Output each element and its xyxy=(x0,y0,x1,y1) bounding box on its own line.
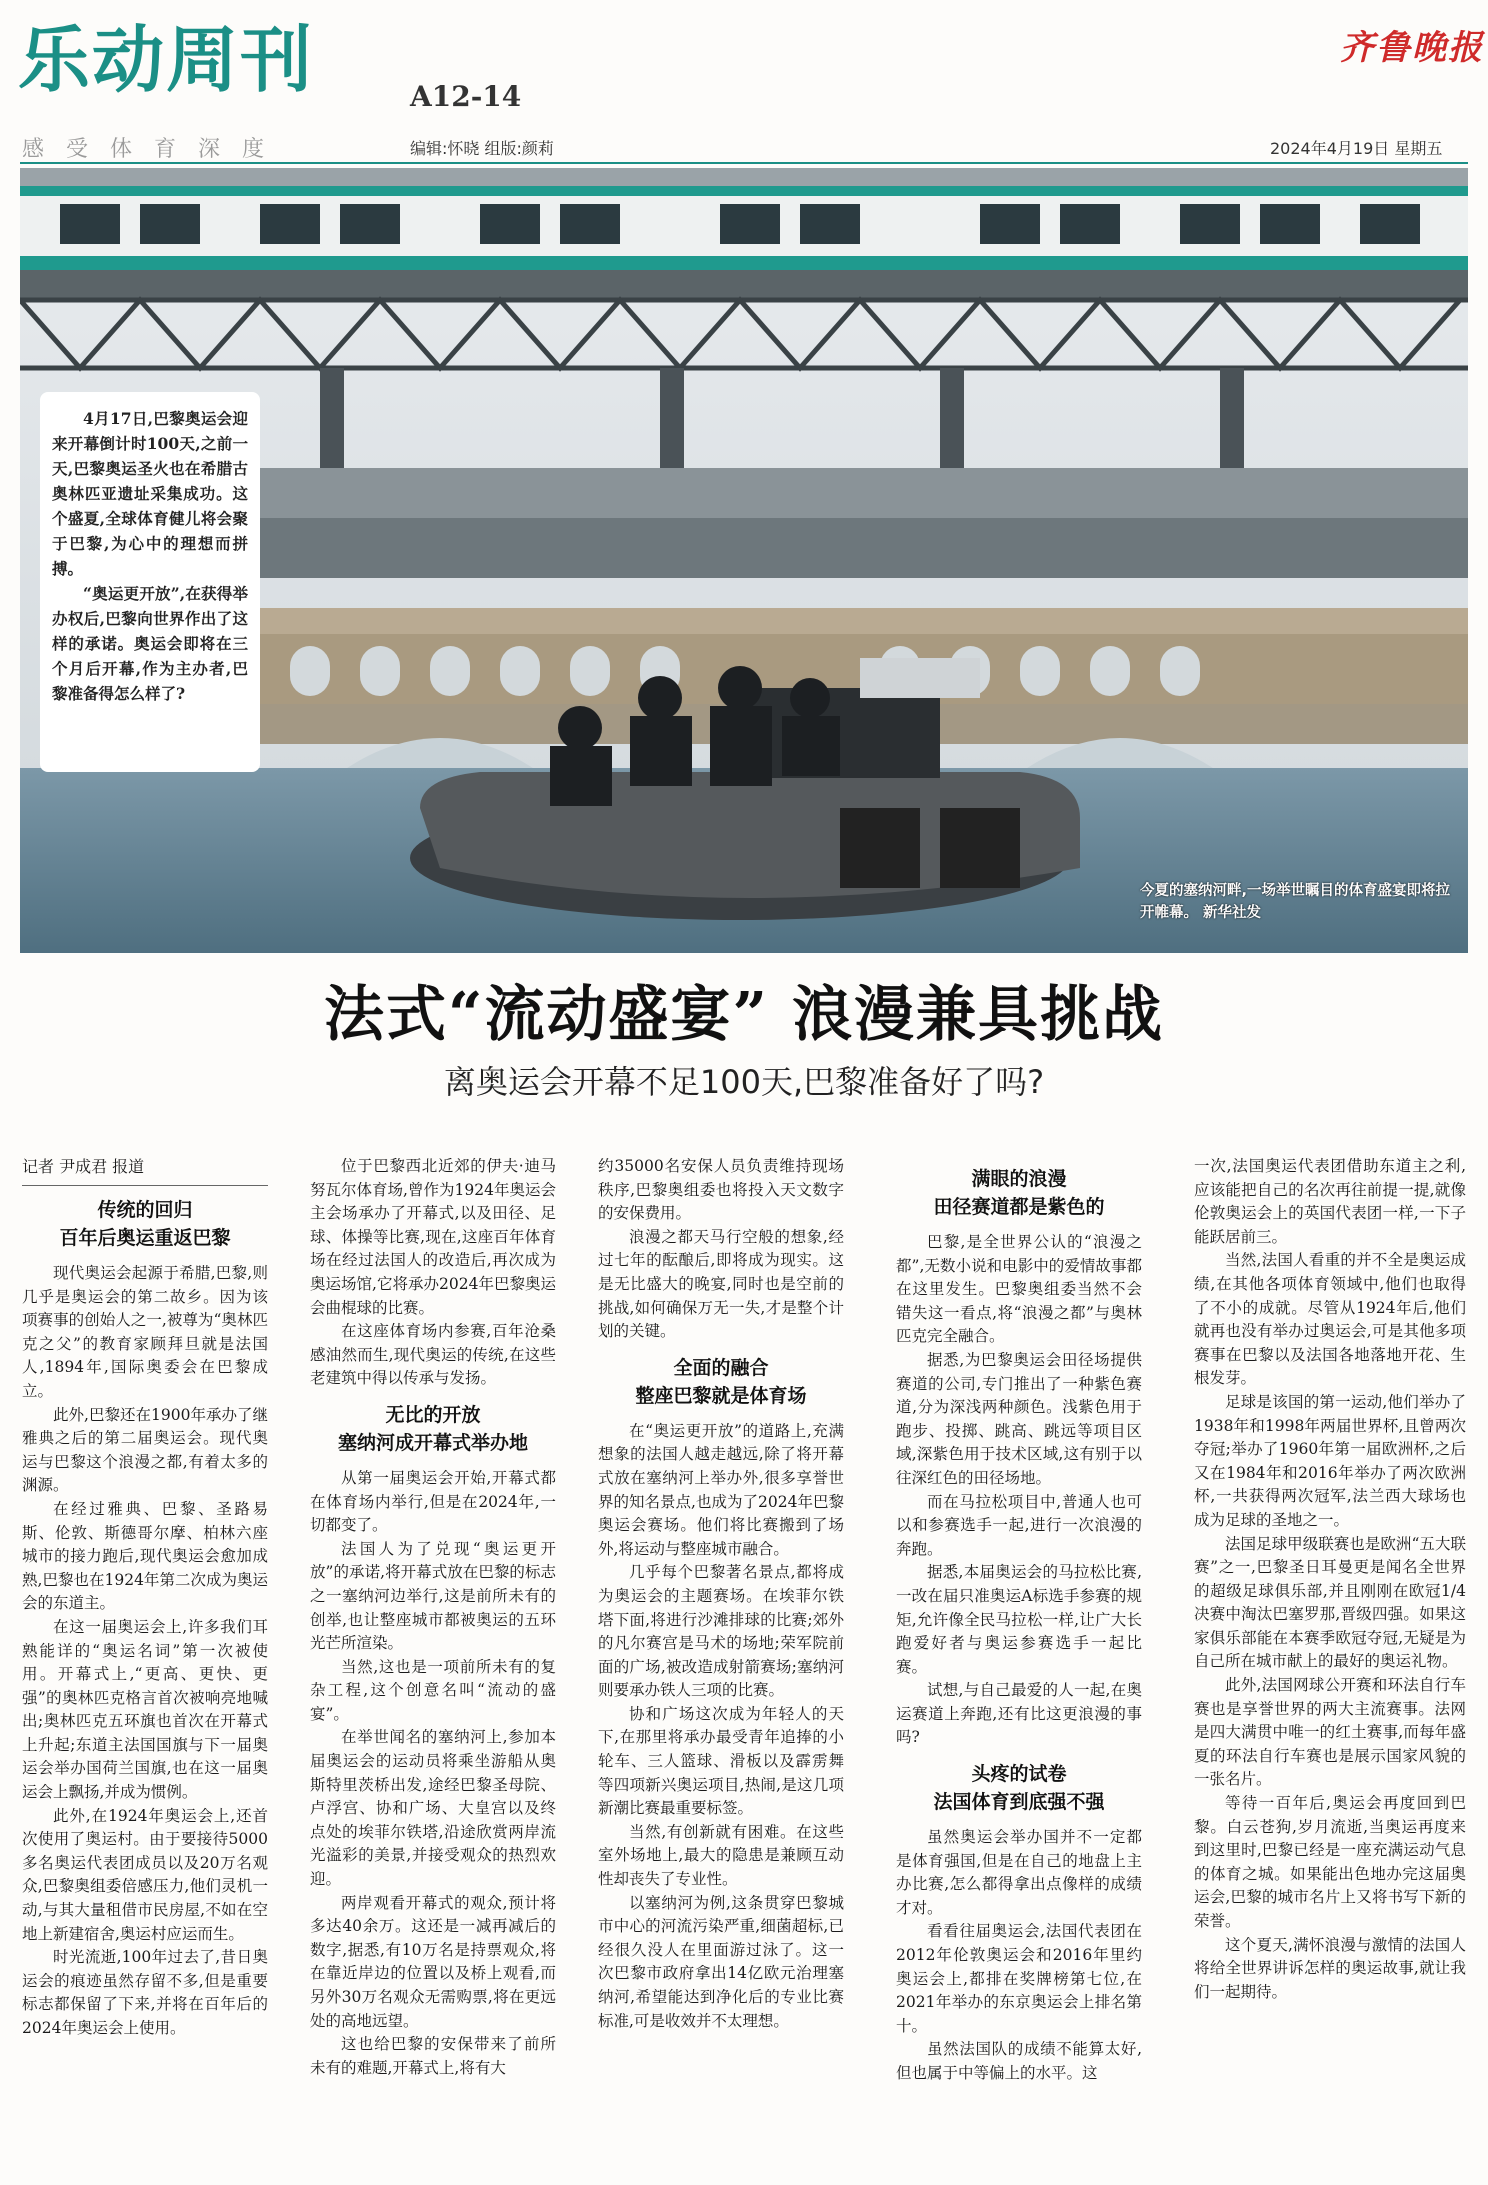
paragraph: 此外,法国网球公开赛和环法自行车赛也是享誉世界的两大主流赛事。法网是四大满贯中唯一的红土赛事,而每年盛夏的环法自行车赛也是展示国家风貌的一张名片。 xyxy=(1194,1676,1466,1789)
paragraph: 此外,巴黎还在1900年承办了继雅典之后的第二届奥运会。现代奥运与巴黎这个浪漫之都,有着太多的渊源。 xyxy=(22,1405,268,1495)
main-headline: 法式“流动盛宴” 浪漫兼具挑战 xyxy=(324,980,1164,1050)
photo-credit: 今夏的塞纳河畔,一场举世瞩目的体育盛宴即将拉开帷幕。 新华社发 xyxy=(1140,883,1451,921)
issue-date: 2024年4月19日 星期五 xyxy=(1270,139,1443,158)
paragraph: 当然,这也是一项前所未有的复杂工程,这个创意名叫“流动的盛宴”。 xyxy=(310,1657,556,1723)
paragraph: 在这座体育场内参赛,百年沧桑感油然而生,现代奥运的传统,在这些老建筑中得以传承与发扬。 xyxy=(310,1322,556,1388)
article-column-5 xyxy=(1194,1155,1466,2004)
paragraph: 当然,有创新就有困难。在这些室外场地上,最大的隐患是兼顾互动性却丧失了专业性。 xyxy=(598,1822,844,1889)
paragraph: 以塞纳河为例,这条贯穿巴黎城市中心的河流污染严重,细菌超标,已经很久没人在里面游过泳了。这一次巴黎市政府拿出14亿欧元治理塞纳河,希望能达到净化后的专业比赛标准,可是收效并不太理想。 xyxy=(598,1893,844,2030)
paragraph: 当然,法国人看重的并不全是奥运成绩,在其他各项体育领域中,他们也取得了不小的成就。尽管从1924年后,他们就再也没有举办过奥运会,可是其他多项赛事在巴黎以及法国各地落地开花、生根发芽。 xyxy=(1194,1251,1466,1388)
paragraph: 法国人为了兑现“奥运更开放”的承诺,将开幕式放在巴黎的标志之一塞纳河边举行,这是前所未有的创举,也让整座城市都被奥运的五环光芒所渲染。 xyxy=(310,1539,556,1653)
article-column-4 xyxy=(896,1155,1142,2086)
section-heading: 满眼的浪漫 田径赛道都是紫色的 xyxy=(933,1168,1105,1218)
paragraph: 几乎每个巴黎著名景点,都将成为奥运会的主题赛场。在埃菲尔铁塔下面,将进行沙滩排球的比赛;郊外的凡尔赛宫是马术的场地;荣军院前面的广场,被改造成射箭赛场;塞纳河则要承办铁人三项的比赛。 xyxy=(598,1563,844,1700)
paragraph: 浪漫之都天马行空般的想象,经过七年的酝酿后,即将成为现实。这是无比盛大的晚宴,同时也是空前的挑战,如何确保万无一失,才是整个计划的关键。 xyxy=(598,1227,844,1341)
section-heading: 头疼的试卷 法国体育到底强不强 xyxy=(933,1763,1105,1814)
paragraph: 试想,与自己最爱的人一起,在奥运赛道上奔跑,还有比这更浪漫的事吗? xyxy=(896,1681,1142,1747)
paragraph: 从第一届奥运会开始,开幕式都在体育场内举行,但是在2024年,一切都变了。 xyxy=(310,1468,556,1535)
section-tagline: 感受体育深度 xyxy=(22,137,287,162)
sub-headline: 离奥运会开幕不足100天,巴黎准备好了吗? xyxy=(443,1063,1045,1101)
paragraph: 这个夏天,满怀浪漫与激情的法国人将给全世界讲诉怎样的奥运故事,就让我们一起期待。 xyxy=(1194,1935,1466,2001)
page-number: A12-14 xyxy=(410,80,522,113)
paragraph: 巴黎,是全世界公认的“浪漫之都”,无数小说和电影中的爱情故事都在这里发生。巴黎奥组委当然不会错失这一看点,将“浪漫之都”与奥林匹克完全融合。 xyxy=(896,1233,1142,1346)
paragraph: 这也给巴黎的安保带来了前所未有的难题,开幕式上,将有大 xyxy=(310,2035,556,2077)
paragraph: 足球是该国的第一运动,他们举办了1938年和1998年两届世界杯,且曾两次夺冠;举办了1960年第一届欧洲杯,之后又在1984年和2016年举办了两次欧洲杯,一共获得两次冠军,法兰西大球场也成为足球的圣地之一。 xyxy=(1194,1392,1466,1529)
paragraph: 现代奥运会起源于希腊,巴黎,则几乎是奥运会的第二故乡。因为该项赛事的创始人之一,被尊为“奥林匹克之父”的教育家顾拜旦就是法国人,1894年,国际奥委会在巴黎成立。 xyxy=(22,1264,268,1400)
paragraph: 据悉,本届奥运会的马拉松比赛,一改在届只准奥运A标选手参赛的规矩,允许像全民马拉松一样,让广大长跑爱好者与奥运参赛选手一起比赛。 xyxy=(896,1563,1142,1676)
paragraph: 位于巴黎西北近郊的伊夫·迪马努瓦尔体育场,曾作为1924年奥运会主会场承办了开幕式,以及田径、足球、体操等比赛,现在,这座百年体育场在经过法国人的改造后,再次成为奥运场馆,它将承办2024年巴黎奥运会曲棍球的比赛。 xyxy=(310,1157,556,1317)
paragraph: 约35000名安保人员负责维持现场秩序,巴黎奥组委也将投入天文数字的安保费用。 xyxy=(598,1157,844,1223)
caption-paragraph: “奥运更开放”,在获得举办权后,巴黎向世界作出了这样的承诺。奥运会即将在三个月后开幕,作为主办者,巴黎准备得怎么样了? xyxy=(52,584,248,703)
section-title: 乐动周刊 xyxy=(18,18,315,102)
paragraph: 协和广场这次成为年轻人的天下,在那里将承办最受青年追捧的小轮车、三人篮球、滑板以及霹雳舞等四项新兴奥运项目,热闹,是这几项新潮比赛最重要标签。 xyxy=(598,1704,844,1818)
paragraph: 此外,在1924年奥运会上,还首次使用了奥运村。由于要接待5000多名奥运代表团成员以及20万名观众,巴黎奥组委倍感压力,他们灵机一动,与其大量租借市民房屋,不如在空地上新建宿舍,奥运村应运而生。 xyxy=(22,1806,268,1943)
paragraph: 在举世闻名的塞纳河上,参加本届奥运会的运动员将乘坐游船从奥斯特里茨桥出发,途经巴黎圣母院、卢浮宫、协和广场、大皇宫以及终点处的埃菲尔铁塔,沿途欣赏两岸流光溢彩的美景,并接受观众的热烈欢迎。 xyxy=(310,1728,556,1889)
paragraph: 等待一百年后,奥运会再度回到巴黎。白云苍狗,岁月流逝,当奥运再度来到这里时,巴黎已经是一座充满运动气息的体育之城。如果能出色地办完这届奥运会,巴黎的城市名片上又将书写下新的荣誉。 xyxy=(1194,1794,1466,1930)
paragraph: 而在马拉松项目中,普通人也可以和参赛选手一起,进行一次浪漫的奔跑。 xyxy=(896,1492,1142,1558)
paragraph: 法国足球甲级联赛也是欧洲“五大联赛”之一,巴黎圣日耳曼更是闻名全世界的超级足球俱乐部,并且刚刚在欧冠1/4决赛中淘汰巴塞罗那,晋级四强。如果这家俱乐部能在本赛季欧冠夺冠,无疑是为自己所在城市献上的最好的奥运礼物。 xyxy=(1194,1534,1466,1671)
paragraph: 在“奥运更开放”的道路上,充满想象的法国人越走越远,除了将开幕式放在塞纳河上举办外,很多享誉世界的知名景点,也成为了2024年巴黎奥运会赛场。他们将比赛搬到了场外,将运动与整座城市融合。 xyxy=(598,1421,844,1558)
photo-caption-box xyxy=(40,392,260,772)
article-column-2 xyxy=(310,1155,556,2080)
article-column-1 xyxy=(22,1155,268,2041)
masthead-divider xyxy=(20,162,1468,164)
section-heading: 传统的回归 百年后奥运重返巴黎 xyxy=(59,1199,231,1249)
paragraph: 两岸观看开幕式的观众,预计将多达40余万。这还是一减再减后的数字,据悉,有10万名是持票观众,将在靠近岸边的位置以及桥上观看,而另外30万名观众无需购票,将在更远处的高地远望。 xyxy=(310,1893,556,2030)
paragraph: 虽然法国队的成绩不能算太好,但也属于中等偏上的水平。这 xyxy=(896,2040,1142,2082)
paragraph: 在这一届奥运会上,许多我们耳熟能详的“奥运名词”第一次被使用。开幕式上,“更高、更快、更强”的奥林匹克格言首次被响亮地喊出;奥林匹克五环旗也首次在开幕式上升起;东道主法国国旗与下一届奥运会举办国荷兰国旗,也在这一届奥运会上飘扬,并成为惯例。 xyxy=(22,1617,268,1802)
byline: 记者 尹成君 报道 xyxy=(22,1155,268,1186)
caption-paragraph: 4月17日,巴黎奥运会迎来开幕倒计时100天,之前一天,巴黎奥运圣火也在希腊古奥林匹亚遗址采集成功。这个盛夏,全球体育健儿将会聚于巴黎,为心中的理想而拼搏。 xyxy=(52,409,248,578)
paragraph: 在经过雅典、巴黎、圣路易斯、伦敦、斯德哥尔摩、柏林六座城市的接力跑后,现代奥运会愈加成熟,巴黎也在1924年第二次成为奥运会的东道主。 xyxy=(22,1499,268,1613)
paragraph: 看看往届奥运会,法国代表团在2012年伦敦奥运会和2016年里约奥运会上,都排在奖牌榜第七位,在2021年举办的东京奥运会上排名第十。 xyxy=(896,1922,1142,2035)
newspaper-logo: 齐鲁晚报 xyxy=(1340,28,1484,68)
paragraph: 时光流逝,100年过去了,昔日奥运会的痕迹虽然存留不多,但是重要标志都保留了下来,并将在百年后的2024年奥运会上使用。 xyxy=(22,1948,268,2037)
section-heading: 全面的融合 整座巴黎就是体育场 xyxy=(635,1356,807,1407)
section-heading: 无比的开放 塞纳河成开幕式举办地 xyxy=(337,1403,528,1454)
paragraph: 一次,法国奥运代表团借助东道主之利,应该能把自己的名次再往前提一提,就像伦敦奥运会上的英国代表团一样,一下子能跃居前三。 xyxy=(1194,1157,1466,1246)
editor-credits: 编辑:怀晓 组版:颜莉 xyxy=(410,139,554,158)
paragraph: 据悉,为巴黎奥运会田径场提供赛道的公司,专门推出了一种紫色赛道,分为深浅两种颜色。浅紫色用于跑步、投掷、跳高、跳远等项目区域,深紫色用于技术区域,这有别于以往深红色的田径场地。 xyxy=(896,1350,1142,1487)
paragraph: 虽然奥运会举办国并不一定都是体育强国,但是在自己的地盘上主办比赛,怎么都得拿出点像样的成绩才对。 xyxy=(896,1828,1142,1917)
article-column-3 xyxy=(598,1155,844,2033)
